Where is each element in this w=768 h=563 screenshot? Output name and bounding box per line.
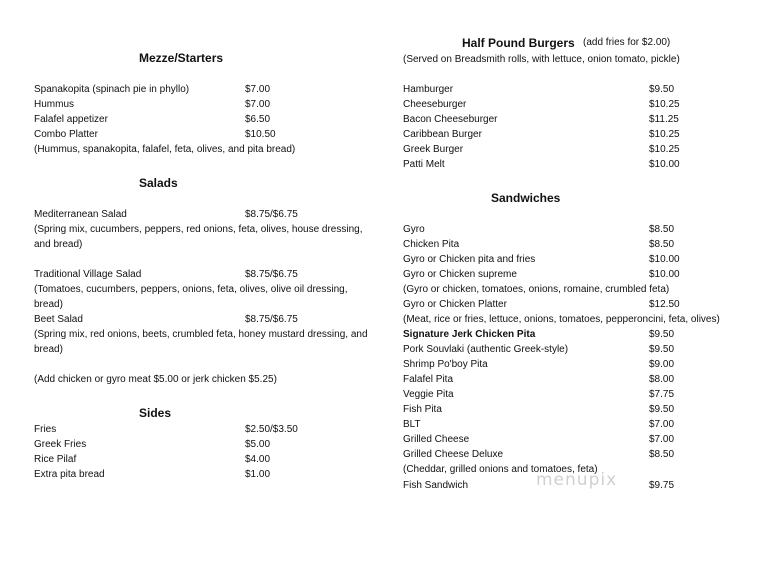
menu-item-name: Fries [34, 424, 57, 435]
menu-item-price: $8.00 [649, 374, 675, 385]
menu-item-name: Beet Salad [34, 314, 83, 325]
menu-item-name: Rice Pilaf [34, 454, 77, 465]
menu-item-name: Gyro or Chicken pita and fries [403, 254, 536, 265]
menu-item-price: $8.50 [649, 449, 675, 460]
menu-item-name: Shrimp Po'boy Pita [403, 359, 488, 370]
menu-item-description: (Gyro or chicken, tomatoes, onions, romaine, crumbled feta) [403, 284, 670, 295]
menu-item-price: $10.00 [649, 159, 680, 170]
menu-item-name: Gyro or Chicken Platter [403, 299, 507, 310]
menu-item-price: $10.25 [649, 99, 680, 110]
menu-item-price: $1.00 [245, 469, 271, 480]
menu-item-price: $4.00 [245, 454, 271, 465]
menu-item-name: Fish Pita [403, 404, 442, 415]
menu-item-price: $8.75/$6.75 [245, 269, 298, 280]
menu-item-price: $9.50 [649, 344, 675, 355]
menu-item-name: Hummus [34, 99, 75, 110]
menu-item-name: Patti Melt [403, 159, 445, 170]
menu-item-name: Gyro [403, 224, 425, 235]
menu-item-name: Grilled Cheese Deluxe [403, 449, 504, 460]
menu-item-price: $2.50/$3.50 [245, 424, 298, 435]
menu-item-description: and bread) [34, 239, 83, 250]
menu-item-price: $8.75/$6.75 [245, 314, 298, 325]
menu-item-name: BLT [403, 419, 421, 430]
menu-item-description: (Hummus, spanakopita, falafel, feta, olives, and pita bread) [34, 144, 296, 155]
menu-item-price: $10.50 [245, 129, 276, 140]
menu-item-name: Cheeseburger [403, 99, 467, 110]
menu-item-price: $7.00 [245, 84, 271, 95]
burgers-subnote: (Served on Breadsmith rolls, with lettuce, onion tomato, pickle) [403, 54, 680, 65]
menu-item-description: bread) [34, 344, 63, 355]
menu-item-price: $5.00 [245, 439, 271, 450]
menu-item-price: $6.50 [245, 114, 271, 125]
menu-item-name: Falafel appetizer [34, 114, 108, 125]
menu-item-description: (Tomatoes, cucumbers, peppers, onions, feta, olives, olive oil dressing, [34, 284, 348, 295]
salads-heading: Salads [139, 176, 178, 190]
menu-item-description: (Spring mix, cucumbers, peppers, red onions, feta, olives, house dressing, [34, 224, 363, 235]
menu-item-price: $9.50 [649, 329, 675, 340]
menu-item-price: $8.50 [649, 239, 675, 250]
menu-item-name: Traditional Village Salad [34, 269, 142, 280]
menu-item-description: (Meat, rice or fries, lettuce, onions, tomatoes, pepperoncini, feta, olives) [403, 314, 720, 325]
menu-item-name: Hamburger [403, 84, 454, 95]
menu-item-name: Gyro or Chicken supreme [403, 269, 517, 280]
menu-item-price: $7.00 [649, 434, 675, 445]
menu-item-name: Mediterranean Salad [34, 209, 127, 220]
menu-item-price: $10.25 [649, 144, 680, 155]
sandwiches-heading: Sandwiches [491, 191, 561, 205]
menu-item-name: Fish Sandwich [403, 480, 469, 491]
menu-item-name: Bacon Cheeseburger [403, 114, 498, 125]
menu-item-price: $7.00 [649, 419, 675, 430]
menu-item-price: $10.00 [649, 269, 680, 280]
menu-item-price: $10.00 [649, 254, 680, 265]
menu-item-description: bread) [34, 299, 63, 310]
menu-item-price: $11.25 [649, 114, 679, 125]
menu-item-name: Veggie Pita [403, 389, 454, 400]
menu-item-name: Extra pita bread [34, 469, 105, 480]
menu-item-name: Falafel Pita [403, 374, 454, 385]
menu-item-price: $7.00 [245, 99, 271, 110]
menu-item-name: Spanakopita (spinach pie in phyllo) [34, 84, 190, 95]
menu-item-description: (Spring mix, red onions, beets, crumbled feta, honey mustard dressing, and [34, 329, 368, 340]
menu-item-price: $9.50 [649, 84, 675, 95]
menu-item-name: Greek Burger [403, 144, 464, 155]
burgers-heading-note: (add fries for $2.00) [583, 37, 671, 48]
menu-item-name: Greek Fries [34, 439, 87, 450]
menu-item-name: Caribbean Burger [403, 129, 482, 140]
mezze-heading: Mezze/Starters [139, 51, 224, 65]
salad-addon-note: (Add chicken or gyro meat $5.00 or jerk chicken $5.25) [34, 374, 277, 385]
menu-item-price: $9.75 [649, 480, 675, 491]
menu-item-price: $8.50 [649, 224, 675, 235]
menu-item-price: $9.50 [649, 404, 675, 415]
menu-item-name: Combo Platter [34, 129, 98, 140]
menupix-watermark: menupix [536, 470, 618, 490]
menu-item-price: $7.75 [649, 389, 675, 400]
menu-item-name: Chicken Pita [403, 239, 460, 250]
menu-item-name: Pork Souvlaki (authentic Greek-style) [403, 344, 569, 355]
menu-item-price: $12.50 [649, 299, 680, 310]
menu-item-name: Grilled Cheese [403, 434, 470, 445]
menu-item-price: $10.25 [649, 129, 680, 140]
menu-item-price: $9.00 [649, 359, 675, 370]
burgers-heading: Half Pound Burgers [462, 36, 575, 50]
menu-item-price: $8.75/$6.75 [245, 209, 298, 220]
sides-heading: Sides [139, 406, 172, 420]
menu-item-name: Signature Jerk Chicken Pita [403, 329, 536, 340]
menu-item-description: (Cheddar, grilled onions and tomatoes, feta) [403, 464, 598, 475]
